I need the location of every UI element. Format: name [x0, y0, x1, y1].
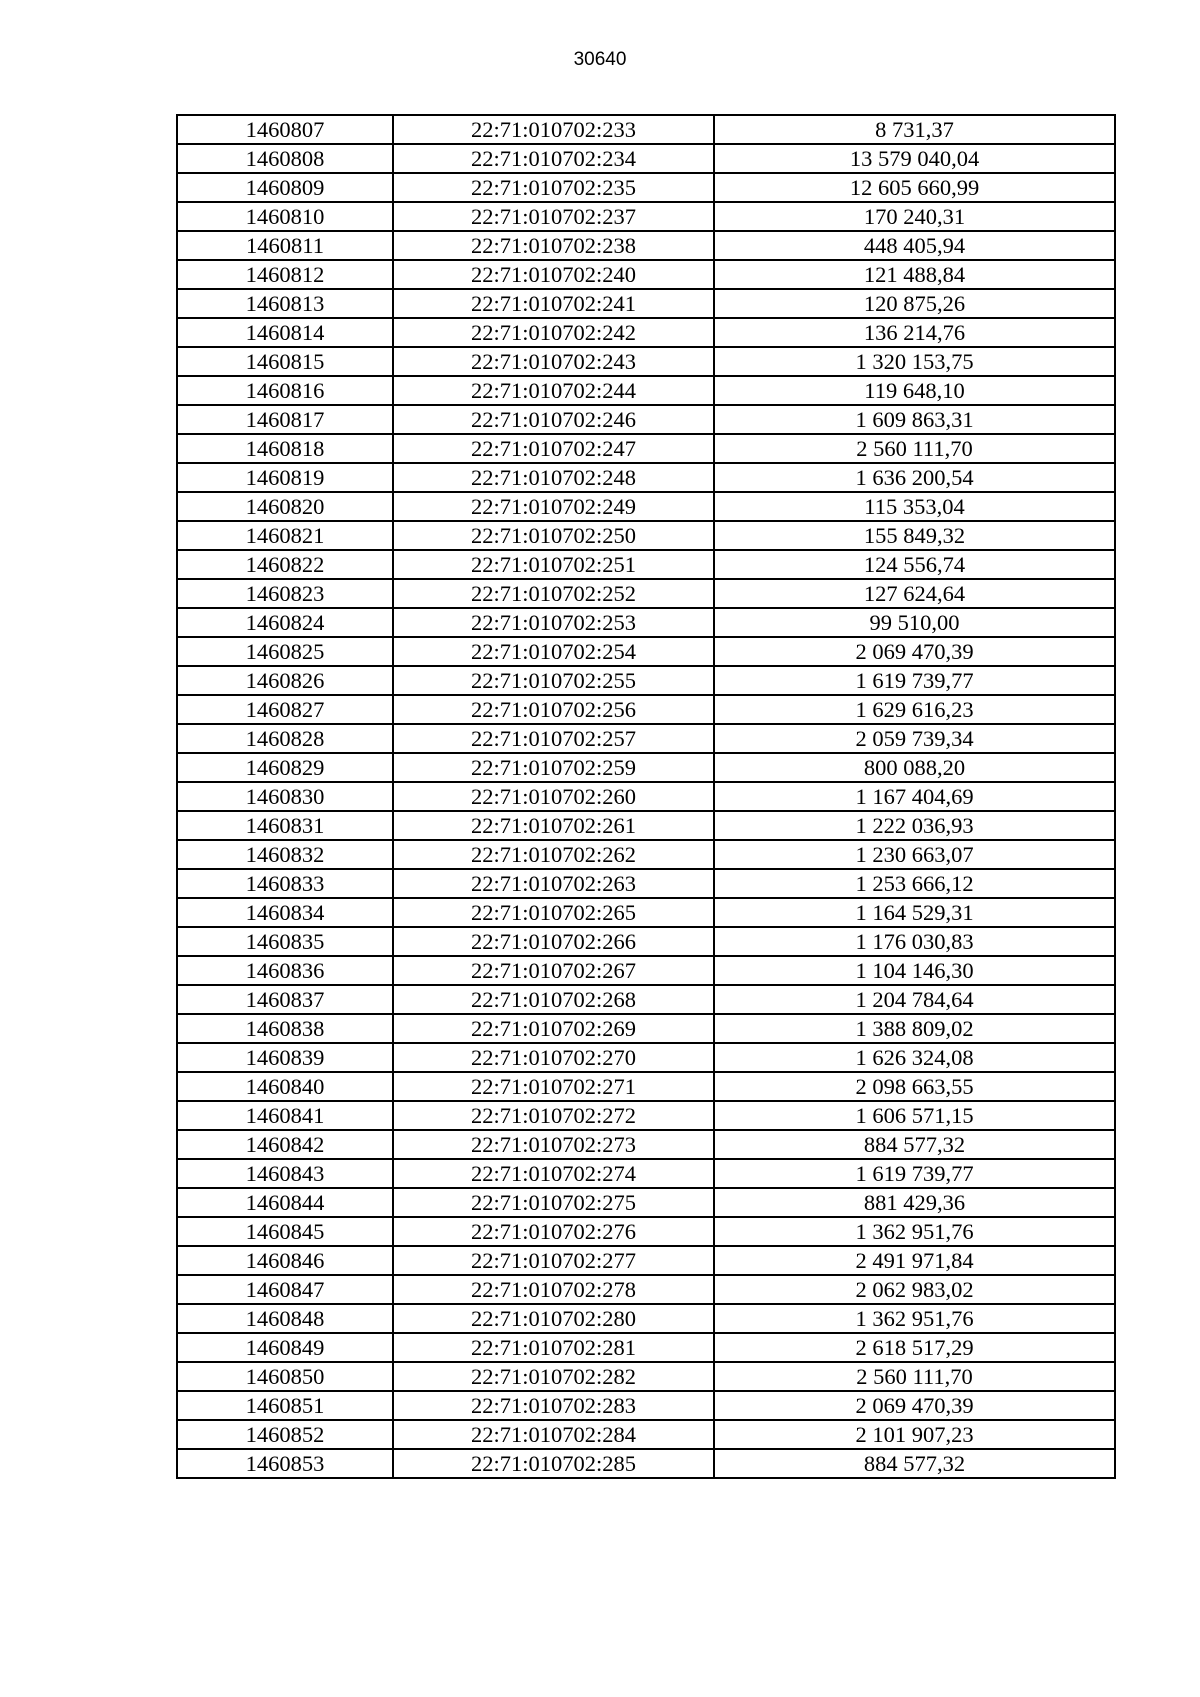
record-number-cell: 1460821 [177, 521, 393, 550]
value-cell: 884 577,32 [714, 1130, 1115, 1159]
cadastral-number-cell: 22:71:010702:281 [393, 1333, 714, 1362]
cadastral-number-cell: 22:71:010702:285 [393, 1449, 714, 1478]
table-row [177, 840, 1115, 869]
table-row [177, 1159, 1115, 1188]
value-cell: 1 606 571,15 [714, 1101, 1115, 1130]
cadastral-number-cell: 22:71:010702:260 [393, 782, 714, 811]
table-row [177, 115, 1115, 144]
cadastral-number-cell: 22:71:010702:277 [393, 1246, 714, 1275]
table-row [177, 579, 1115, 608]
record-number-cell: 1460852 [177, 1420, 393, 1449]
record-number-cell: 1460846 [177, 1246, 393, 1275]
cadastral-number-cell: 22:71:010702:256 [393, 695, 714, 724]
table-row [177, 144, 1115, 173]
cadastral-number-cell: 22:71:010702:259 [393, 753, 714, 782]
value-cell: 120 875,26 [714, 289, 1115, 318]
value-cell: 2 069 470,39 [714, 1391, 1115, 1420]
record-number-cell: 1460851 [177, 1391, 393, 1420]
value-cell: 1 626 324,08 [714, 1043, 1115, 1072]
table-row [177, 463, 1115, 492]
value-cell: 2 560 111,70 [714, 1362, 1115, 1391]
record-number-cell: 1460812 [177, 260, 393, 289]
record-number-cell: 1460809 [177, 173, 393, 202]
record-number-cell: 1460811 [177, 231, 393, 260]
table-row [177, 550, 1115, 579]
record-number-cell: 1460825 [177, 637, 393, 666]
cadastral-number-cell: 22:71:010702:275 [393, 1188, 714, 1217]
cadastral-number-cell: 22:71:010702:248 [393, 463, 714, 492]
table-row [177, 753, 1115, 782]
cadastral-number-cell: 22:71:010702:233 [393, 115, 714, 144]
cadastral-number-cell: 22:71:010702:250 [393, 521, 714, 550]
record-number-cell: 1460819 [177, 463, 393, 492]
cadastral-number-cell: 22:71:010702:267 [393, 956, 714, 985]
table-row [177, 1362, 1115, 1391]
record-number-cell: 1460815 [177, 347, 393, 376]
value-cell: 1 104 146,30 [714, 956, 1115, 985]
cadastral-number-cell: 22:71:010702:271 [393, 1072, 714, 1101]
table-row [177, 231, 1115, 260]
value-cell: 1 320 153,75 [714, 347, 1115, 376]
cadastral-number-cell: 22:71:010702:255 [393, 666, 714, 695]
cadastral-number-cell: 22:71:010702:240 [393, 260, 714, 289]
table-body [177, 115, 1115, 1478]
cadastral-number-cell: 22:71:010702:246 [393, 405, 714, 434]
table-row [177, 985, 1115, 1014]
table-row [177, 1420, 1115, 1449]
record-number-cell: 1460837 [177, 985, 393, 1014]
record-number-cell: 1460818 [177, 434, 393, 463]
record-number-cell: 1460828 [177, 724, 393, 753]
value-cell: 1 230 663,07 [714, 840, 1115, 869]
cadastral-number-cell: 22:71:010702:254 [393, 637, 714, 666]
value-cell: 1 629 616,23 [714, 695, 1115, 724]
table-row [177, 1449, 1115, 1478]
cadastral-number-cell: 22:71:010702:242 [393, 318, 714, 347]
value-cell: 13 579 040,04 [714, 144, 1115, 173]
value-cell: 884 577,32 [714, 1449, 1115, 1478]
value-cell: 1 164 529,31 [714, 898, 1115, 927]
table-row [177, 724, 1115, 753]
cadastral-number-cell: 22:71:010702:253 [393, 608, 714, 637]
value-cell: 2 491 971,84 [714, 1246, 1115, 1275]
record-number-cell: 1460829 [177, 753, 393, 782]
record-number-cell: 1460834 [177, 898, 393, 927]
value-cell: 2 098 663,55 [714, 1072, 1115, 1101]
record-number-cell: 1460823 [177, 579, 393, 608]
record-number-cell: 1460839 [177, 1043, 393, 1072]
record-number-cell: 1460824 [177, 608, 393, 637]
table-row [177, 869, 1115, 898]
cadastral-number-cell: 22:71:010702:278 [393, 1275, 714, 1304]
table-row [177, 1246, 1115, 1275]
table-row [177, 492, 1115, 521]
record-number-cell: 1460835 [177, 927, 393, 956]
table-row [177, 1014, 1115, 1043]
value-cell: 127 624,64 [714, 579, 1115, 608]
value-cell: 448 405,94 [714, 231, 1115, 260]
table-row [177, 1130, 1115, 1159]
cadastral-number-cell: 22:71:010702:243 [393, 347, 714, 376]
record-number-cell: 1460830 [177, 782, 393, 811]
record-number-cell: 1460832 [177, 840, 393, 869]
value-cell: 12 605 660,99 [714, 173, 1115, 202]
table-row [177, 1043, 1115, 1072]
table-row [177, 376, 1115, 405]
record-number-cell: 1460808 [177, 144, 393, 173]
cadastral-number-cell: 22:71:010702:252 [393, 579, 714, 608]
table-row [177, 608, 1115, 637]
record-number-cell: 1460822 [177, 550, 393, 579]
value-cell: 2 059 739,34 [714, 724, 1115, 753]
cadastral-number-cell: 22:71:010702:234 [393, 144, 714, 173]
record-number-cell: 1460833 [177, 869, 393, 898]
table-row [177, 434, 1115, 463]
cadastral-number-cell: 22:71:010702:238 [393, 231, 714, 260]
value-cell: 124 556,74 [714, 550, 1115, 579]
cadastral-number-cell: 22:71:010702:274 [393, 1159, 714, 1188]
table-row [177, 1101, 1115, 1130]
record-number-cell: 1460831 [177, 811, 393, 840]
value-cell: 155 849,32 [714, 521, 1115, 550]
cadastral-number-cell: 22:71:010702:268 [393, 985, 714, 1014]
value-cell: 2 618 517,29 [714, 1333, 1115, 1362]
value-cell: 1 609 863,31 [714, 405, 1115, 434]
cadastral-number-cell: 22:71:010702:283 [393, 1391, 714, 1420]
value-cell: 1 619 739,77 [714, 666, 1115, 695]
cadastral-number-cell: 22:71:010702:244 [393, 376, 714, 405]
cadastral-number-cell: 22:71:010702:272 [393, 1101, 714, 1130]
cadastral-number-cell: 22:71:010702:265 [393, 898, 714, 927]
table-row [177, 1333, 1115, 1362]
record-number-cell: 1460816 [177, 376, 393, 405]
table-row [177, 1188, 1115, 1217]
value-cell: 1 619 739,77 [714, 1159, 1115, 1188]
record-number-cell: 1460807 [177, 115, 393, 144]
value-cell: 2 101 907,23 [714, 1420, 1115, 1449]
value-cell: 1 167 404,69 [714, 782, 1115, 811]
table-row [177, 956, 1115, 985]
cadastral-number-cell: 22:71:010702:241 [393, 289, 714, 318]
table-row [177, 811, 1115, 840]
data-table [176, 114, 1116, 1479]
table-row [177, 202, 1115, 231]
table-row [177, 1217, 1115, 1246]
value-cell: 1 222 036,93 [714, 811, 1115, 840]
cadastral-number-cell: 22:71:010702:280 [393, 1304, 714, 1333]
table-row [177, 1275, 1115, 1304]
cadastral-number-cell: 22:71:010702:276 [393, 1217, 714, 1246]
cadastral-number-cell: 22:71:010702:270 [393, 1043, 714, 1072]
table-row [177, 405, 1115, 434]
record-number-cell: 1460826 [177, 666, 393, 695]
record-number-cell: 1460827 [177, 695, 393, 724]
cadastral-number-cell: 22:71:010702:237 [393, 202, 714, 231]
cadastral-number-cell: 22:71:010702:261 [393, 811, 714, 840]
cadastral-number-cell: 22:71:010702:284 [393, 1420, 714, 1449]
record-number-cell: 1460838 [177, 1014, 393, 1043]
value-cell: 119 648,10 [714, 376, 1115, 405]
value-cell: 1 253 666,12 [714, 869, 1115, 898]
record-number-cell: 1460814 [177, 318, 393, 347]
table-row [177, 289, 1115, 318]
cadastral-number-cell: 22:71:010702:247 [393, 434, 714, 463]
table-row [177, 318, 1115, 347]
table-row [177, 521, 1115, 550]
record-number-cell: 1460850 [177, 1362, 393, 1391]
value-cell: 2 062 983,02 [714, 1275, 1115, 1304]
cadastral-number-cell: 22:71:010702:257 [393, 724, 714, 753]
record-number-cell: 1460840 [177, 1072, 393, 1101]
table-row [177, 927, 1115, 956]
cadastral-number-cell: 22:71:010702:262 [393, 840, 714, 869]
record-number-cell: 1460844 [177, 1188, 393, 1217]
value-cell: 121 488,84 [714, 260, 1115, 289]
value-cell: 1 362 951,76 [714, 1304, 1115, 1333]
cadastral-number-cell: 22:71:010702:273 [393, 1130, 714, 1159]
table-row [177, 173, 1115, 202]
record-number-cell: 1460845 [177, 1217, 393, 1246]
cadastral-number-cell: 22:71:010702:263 [393, 869, 714, 898]
record-number-cell: 1460849 [177, 1333, 393, 1362]
record-number-cell: 1460841 [177, 1101, 393, 1130]
value-cell: 1 176 030,83 [714, 927, 1115, 956]
table-row [177, 1304, 1115, 1333]
value-cell: 99 510,00 [714, 608, 1115, 637]
record-number-cell: 1460836 [177, 956, 393, 985]
value-cell: 800 088,20 [714, 753, 1115, 782]
value-cell: 1 204 784,64 [714, 985, 1115, 1014]
table-row [177, 898, 1115, 927]
value-cell: 136 214,76 [714, 318, 1115, 347]
cadastral-number-cell: 22:71:010702:249 [393, 492, 714, 521]
record-number-cell: 1460842 [177, 1130, 393, 1159]
value-cell: 1 388 809,02 [714, 1014, 1115, 1043]
value-cell: 2 560 111,70 [714, 434, 1115, 463]
value-cell: 1 362 951,76 [714, 1217, 1115, 1246]
record-number-cell: 1460817 [177, 405, 393, 434]
table-row [177, 347, 1115, 376]
value-cell: 2 069 470,39 [714, 637, 1115, 666]
record-number-cell: 1460813 [177, 289, 393, 318]
cadastral-number-cell: 22:71:010702:282 [393, 1362, 714, 1391]
cadastral-number-cell: 22:71:010702:266 [393, 927, 714, 956]
cadastral-number-cell: 22:71:010702:251 [393, 550, 714, 579]
cadastral-number-cell: 22:71:010702:269 [393, 1014, 714, 1043]
value-cell: 115 353,04 [714, 492, 1115, 521]
table-row [177, 637, 1115, 666]
value-cell: 170 240,31 [714, 202, 1115, 231]
value-cell: 881 429,36 [714, 1188, 1115, 1217]
record-number-cell: 1460843 [177, 1159, 393, 1188]
record-number-cell: 1460848 [177, 1304, 393, 1333]
table-row [177, 260, 1115, 289]
value-cell: 1 636 200,54 [714, 463, 1115, 492]
table-row [177, 782, 1115, 811]
record-number-cell: 1460847 [177, 1275, 393, 1304]
table-row [177, 695, 1115, 724]
record-number-cell: 1460853 [177, 1449, 393, 1478]
page-number: 30640 [573, 49, 627, 70]
cadastral-number-cell: 22:71:010702:235 [393, 173, 714, 202]
value-cell: 8 731,37 [714, 115, 1115, 144]
record-number-cell: 1460820 [177, 492, 393, 521]
record-number-cell: 1460810 [177, 202, 393, 231]
table-row [177, 666, 1115, 695]
table-row [177, 1391, 1115, 1420]
table-row [177, 1072, 1115, 1101]
